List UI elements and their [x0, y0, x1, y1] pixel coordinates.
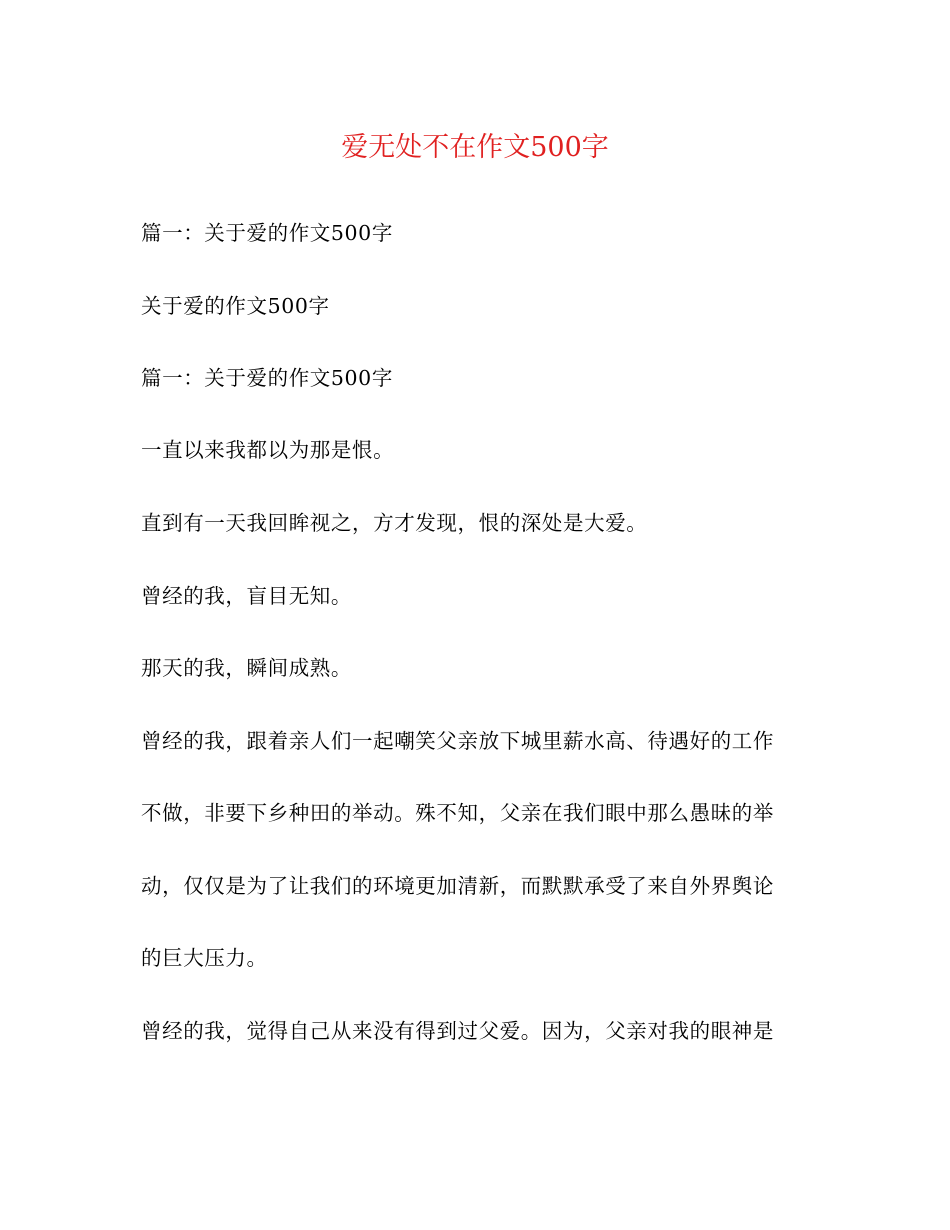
text-line: 一直以来我都以为那是恨。 [141, 438, 395, 462]
text-line: 不做，非要下乡种田的举动。殊不知，父亲在我们眼中那么愚昧的举 [141, 801, 774, 825]
text-line: 的巨大压力。 [141, 946, 268, 970]
text-line: 篇一：关于爱的作文500字 [141, 221, 393, 245]
text-line: 篇一：关于爱的作文500字 [141, 366, 393, 390]
text-line: 曾经的我，觉得自己从来没有得到过父爱。因为，父亲对我的眼神是 [141, 1019, 774, 1043]
text-line: 直到有一天我回眸视之，方才发现，恨的深处是大爱。 [141, 511, 648, 535]
document-title: 爱无处不在作文500字 [341, 132, 609, 163]
text-line: 那天的我，瞬间成熟。 [141, 656, 352, 680]
text-line: 关于爱的作文500字 [141, 294, 330, 318]
text-line: 动，仅仅是为了让我们的环境更加清新，而默默承受了来自外界舆论 [141, 874, 774, 898]
text-line: 曾经的我，盲目无知。 [141, 584, 352, 608]
text-line: 曾经的我，跟着亲人们一起嘲笑父亲放下城里薪水高、待遇好的工作 [141, 729, 774, 753]
